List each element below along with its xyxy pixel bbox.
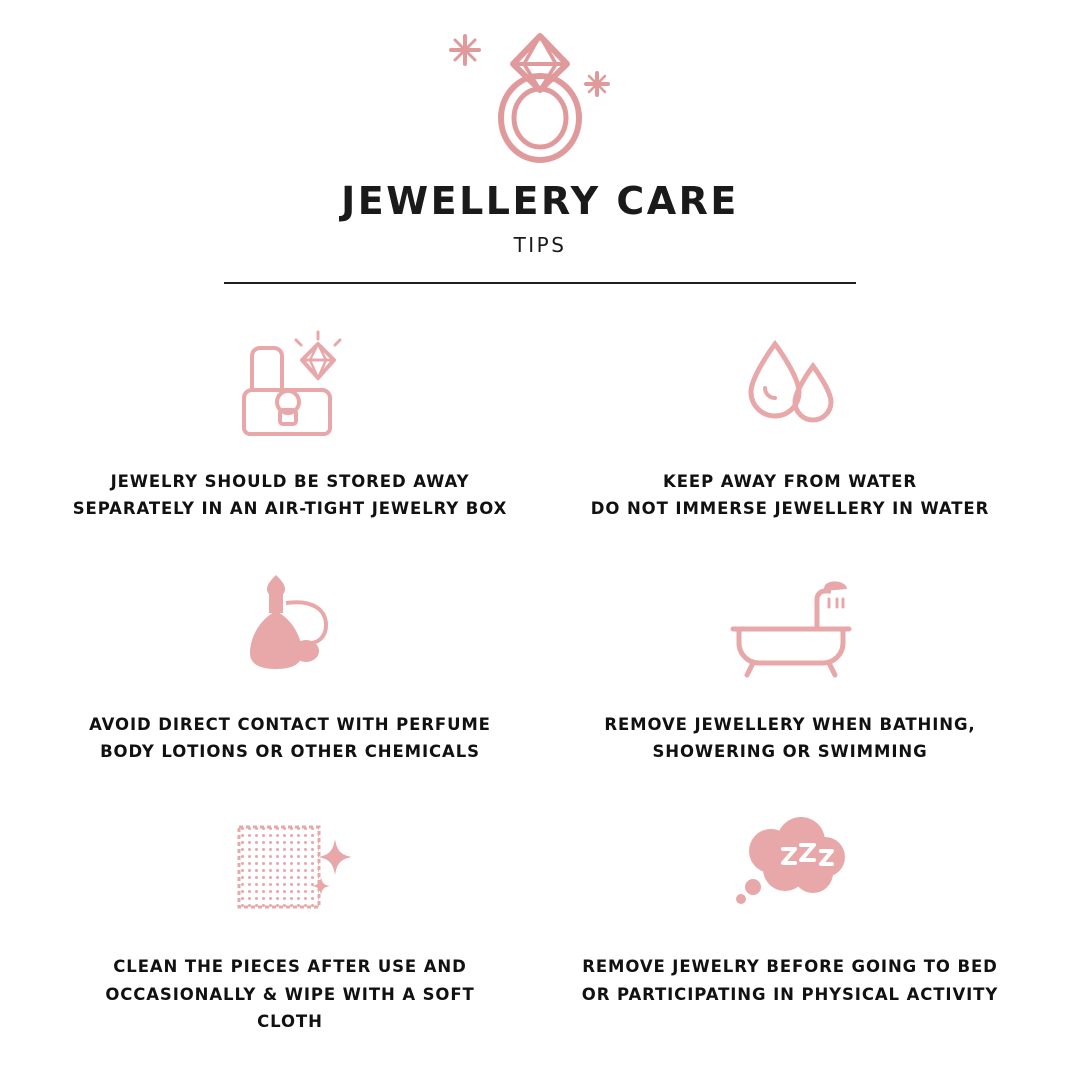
tip-caption xyxy=(604,711,975,765)
tip-item xyxy=(40,799,540,1042)
page-title: JEWELLERY CARE xyxy=(341,179,739,223)
tip-item xyxy=(540,314,1040,557)
tip-caption xyxy=(582,953,998,1007)
page-subtitle: TIPS xyxy=(513,233,567,257)
sleep-zzz-cloud-icon xyxy=(725,809,855,931)
tip-caption-line: SEPARATELY IN AN AIR-TIGHT JEWELRY BOX xyxy=(72,499,508,519)
bathtub-shower-icon xyxy=(725,567,855,689)
jewelry-box-with-ring-icon xyxy=(226,324,354,446)
tip-caption-line: REMOVE JEWELRY BEFORE GOING TO BED xyxy=(582,957,998,977)
tip-caption-line: AVOID DIRECT CONTACT WITH PERFUME xyxy=(89,714,491,734)
tip-caption-line: DO NOT IMMERSE JEWELLERY IN WATER xyxy=(590,499,990,519)
perfume-bottle-icon xyxy=(230,567,350,689)
tip-caption-line: KEEP AWAY FROM WATER xyxy=(663,472,917,491)
tip-caption xyxy=(73,468,508,522)
header-divider xyxy=(224,282,856,284)
tips-grid xyxy=(0,314,1080,1042)
tip-item xyxy=(40,314,540,557)
tip-item xyxy=(540,799,1040,1042)
tip-caption-line: REMOVE JEWELLERY WHEN BATHING, xyxy=(604,714,976,734)
tip-item xyxy=(540,557,1040,800)
tip-caption-line: CLEAN THE PIECES AFTER USE AND xyxy=(113,957,467,977)
tip-caption xyxy=(70,953,510,1035)
header xyxy=(0,0,1080,284)
tip-caption-line: OR PARTICIPATING IN PHYSICAL ACTIVITY xyxy=(581,984,999,1004)
tip-caption-line: JEWELRY SHOULD BE STORED AWAY xyxy=(110,472,470,491)
tip-item xyxy=(40,557,540,800)
polishing-cloth-sparkle-icon xyxy=(225,809,355,931)
diamond-ring-sparkle-icon xyxy=(0,18,1080,173)
tip-caption-line: BODY LOTIONS OR OTHER CHEMICALS xyxy=(100,741,480,761)
water-droplets-icon xyxy=(735,324,845,446)
tip-caption-line: OCCASIONALLY & WIPE WITH A SOFT CLOTH xyxy=(105,984,475,1031)
tip-caption xyxy=(591,468,989,522)
tip-caption-line: SHOWERING OR SWIMMING xyxy=(652,741,928,761)
tip-caption xyxy=(89,711,491,765)
